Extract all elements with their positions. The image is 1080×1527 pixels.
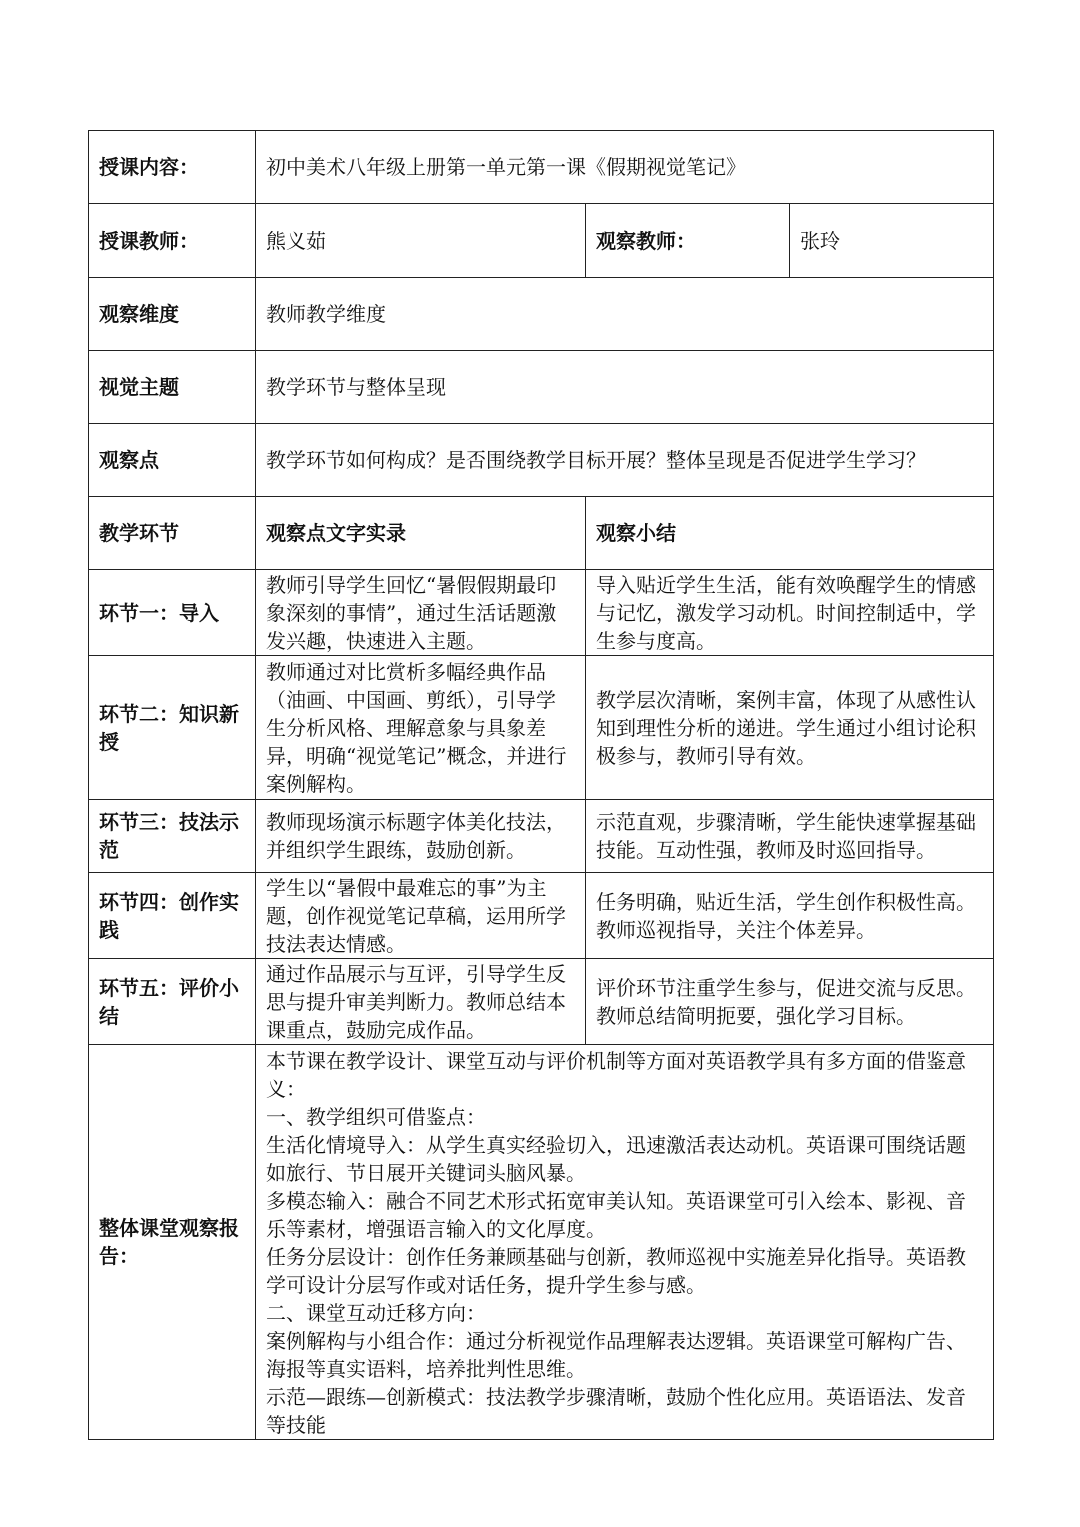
report-paragraph: 任务分层设计：创作任务兼顾基础与创新，教师巡视中实施差异化指导。英语教学可设计分层写作或对话任务，提升学生参与感。 [266, 1245, 966, 1297]
stage-name: 环节五：评价小结 [89, 959, 256, 1045]
report-paragraph: 生活化情境导入：从学生真实经验切入，迅速激活表达动机。英语课可围绕话题如旅行、节日展开关键词头脑风暴。 [266, 1133, 966, 1185]
row-dimension [89, 278, 994, 351]
stage-record: 教师引导学生回忆“暑假假期最印象深刻的事情”，通过生活话题激发兴趣，快速进入主题。 [256, 570, 586, 656]
observer-value: 张玲 [790, 204, 994, 278]
column-header-stage: 教学环节 [89, 497, 256, 570]
stage-summary: 导入贴近学生生活，能有效唤醒学生的情感与记忆，激发学习动机。时间控制适中，学生参与度高。 [586, 570, 994, 656]
stage-row [89, 873, 994, 959]
report-paragraph: 案例解构与小组合作：通过分析视觉作品理解表达逻辑。英语课堂可解构广告、海报等真实语料，培养批判性思维。 [266, 1329, 966, 1381]
report-label: 整体课堂观察报告： [89, 1045, 256, 1440]
report-paragraph: 二、课堂互动迁移方向： [266, 1301, 486, 1325]
stage-summary: 任务明确，贴近生活，学生创作积极性高。教师巡视指导，关注个体差异。 [586, 873, 994, 959]
stage-row [89, 656, 994, 800]
report-paragraph: 多模态输入：融合不同艺术形式拓宽审美认知。英语课堂可引入绘本、影视、音乐等素材，增强语言输入的文化厚度。 [266, 1189, 966, 1241]
stage-summary: 教学层次清晰，案例丰富，体现了从感性认知到理性分析的递进。学生通过小组讨论积极参与，教师引导有效。 [586, 656, 994, 800]
stage-name: 环节四：创作实践 [89, 873, 256, 959]
row-content [89, 131, 994, 204]
theme-value: 教学环节与整体呈现 [256, 351, 994, 424]
stage-record: 通过作品展示与互评，引导学生反思与提升审美判断力。教师总结本课重点，鼓励完成作品。 [256, 959, 586, 1045]
stage-summary: 示范直观，步骤清晰，学生能快速掌握基础技能。互动性强，教师及时巡回指导。 [586, 800, 994, 873]
content-label: 授课内容： [89, 131, 256, 204]
report-paragraph: 示范—跟练—创新模式：技法教学步骤清晰，鼓励个性化应用。英语语法、发音等技能 [266, 1385, 966, 1437]
stage-name: 环节二：知识新授 [89, 656, 256, 800]
teacher-label: 授课教师： [89, 204, 256, 278]
row-report [89, 1045, 994, 1440]
report-paragraph: 本节课在教学设计、课堂互动与评价机制等方面对英语教学具有多方面的借鉴意义： [266, 1049, 966, 1101]
row-teachers [89, 204, 994, 278]
dimension-label: 观察维度 [89, 278, 256, 351]
observer-label: 观察教师： [586, 204, 790, 278]
stage-record: 学生以“暑假中最难忘的事”为主题，创作视觉笔记草稿，运用所学技法表达情感。 [256, 873, 586, 959]
row-theme [89, 351, 994, 424]
stage-record: 教师通过对比赏析多幅经典作品（油画、中国画、剪纸），引导学生分析风格、理解意象与具象差异，明确“视觉笔记”概念，并进行案例解构。 [256, 656, 586, 800]
point-label: 观察点 [89, 424, 256, 497]
column-header-record: 观察点文字实录 [256, 497, 586, 570]
stage-name: 环节三：技法示范 [89, 800, 256, 873]
report-paragraph: 一、教学组织可借鉴点： [266, 1105, 486, 1129]
stage-row [89, 570, 994, 656]
teacher-value: 熊义茹 [256, 204, 586, 278]
stage-row [89, 959, 994, 1045]
stage-record: 教师现场演示标题字体美化技法，并组织学生跟练，鼓励创新。 [256, 800, 586, 873]
stage-summary: 评价环节注重学生参与，促进交流与反思。教师总结简明扼要，强化学习目标。 [586, 959, 994, 1045]
stage-row [89, 800, 994, 873]
column-header-summary: 观察小结 [586, 497, 994, 570]
content-value: 初中美术八年级上册第一单元第一课《假期视觉笔记》 [256, 131, 994, 204]
dimension-value: 教师教学维度 [256, 278, 994, 351]
report-body [256, 1045, 994, 1440]
row-column-headers [89, 497, 994, 570]
theme-label: 视觉主题 [89, 351, 256, 424]
observation-table [88, 130, 994, 1440]
point-value: 教学环节如何构成？是否围绕教学目标开展？整体呈现是否促进学生学习？ [256, 424, 994, 497]
row-observation-point [89, 424, 994, 497]
stage-name: 环节一：导入 [89, 570, 256, 656]
